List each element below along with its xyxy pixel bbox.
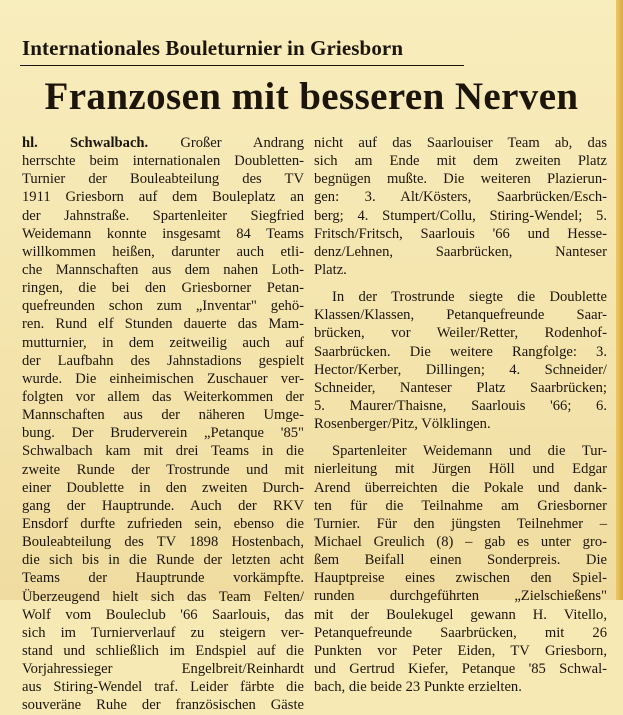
text-line: Turnier. Für den jüngsten Teilnehmer – <box>314 515 607 532</box>
text-line: In der Trostrunde siegte die Doublette <box>332 289 607 306</box>
text-line: brücken, vor Weiler/Retter, Rodenhof- <box>314 325 607 342</box>
text-line: zweite Runde der Trostrunde und mit <box>22 461 304 478</box>
text-line: ten für die Teilnahme am Griesborner <box>314 497 607 514</box>
text-line: Hauptpreise eines zwischen den Spiel- <box>314 570 607 587</box>
text-line: Überzeugend hielt sich das Team Felten/ <box>22 588 304 605</box>
text-line: Vorjahressieger Engelbreit/Reinhardt <box>22 661 304 678</box>
text-line: Ensdorf durfte zufrieden sein, ebenso die <box>22 515 304 532</box>
text-line: willkommen heißen, darunter auch etli- <box>22 243 304 260</box>
text-line: stand und schließlich im Endspiel auf die <box>22 642 304 659</box>
text-line: ßem Beifall einen Sonderpreis. Die <box>314 552 607 569</box>
text-line: Michael Greulich (8) – gab es unter gro- <box>314 533 607 550</box>
text-line: wurde. Die einheimischen Zuschauer ver- <box>22 370 304 387</box>
text-line: Turnier der Bouleabteilung des TV <box>22 171 304 188</box>
text-line: Platz. <box>314 261 347 278</box>
text-line: quefreunden schon zum „Inventar" gehö- <box>22 298 304 315</box>
text-line: begnügen mußte. Die weiteren Plazierun- <box>314 171 607 188</box>
text-column-right <box>314 134 607 696</box>
article-headline: Franzosen mit besseren Nerven <box>44 75 579 118</box>
text-line: 1911 Griesborn auf dem Bouleplatz an <box>22 189 304 206</box>
text-line: Weidemann konnte insgesamt 84 Teams <box>22 225 304 242</box>
text-line: berg; 4. Stumpert/Collu, Stiring-Wendel; 5. <box>314 207 607 224</box>
article-kicker: Internationales Bouleturnier in Griesborn <box>22 36 404 60</box>
text-line: Schneider, Nanteser Platz Saarbrücken; <box>314 379 607 396</box>
text-line: bung. Der Bruderverein „Petanque '85" <box>22 425 304 442</box>
text-line: sich im Turnierverlauf zu steigern ver- <box>22 624 304 641</box>
text-line: denz/Lehnen, Saarbrücken, Nanteser <box>314 243 607 260</box>
text-line: Klassen/Klassen, Petanquefreunde Saar- <box>314 307 607 324</box>
text-line: der Laufbahn des Jahnstadions gespielt <box>22 352 304 369</box>
text-line: nicht auf das Saarlouiser Team ab, das <box>314 135 607 151</box>
text-line: sich am Ende mit dem zweiten Platz <box>314 153 607 170</box>
text-line: souveräne Ruhe der französischen Gäste <box>22 697 304 714</box>
text-line: Wolf vom Bouleclub '66 Saarlouis, das <box>22 606 304 623</box>
text-line: gang der Hauptrunde. Auch der RKV <box>22 497 304 514</box>
text-line: runden durchgeführten „Zielschießens" <box>314 588 607 605</box>
paragraph-trostrunde <box>314 288 607 433</box>
text-line: und Gertrud Kiefer, Petanque '85 Schwal- <box>314 660 607 677</box>
left-column-lines <box>22 152 304 714</box>
text-line: Saarbrücken. Die weitere Rangfolge: 3. <box>314 343 607 360</box>
text-line: che Mannschaften aus dem nahen Loth- <box>22 261 304 278</box>
text-line: aus Stiring-Wendel traf. Leider färbte die <box>22 679 304 696</box>
text-line: ringen, die bei den Griesborner Petan- <box>22 280 304 297</box>
text-line: Bouleabteilung des TV 1898 Hostenbach, <box>22 534 304 551</box>
text-line: Arend überreichten die Pokale und dank- <box>314 479 607 496</box>
first-line-text: Großer Andrang <box>180 135 304 151</box>
kicker-underline <box>20 65 464 66</box>
text-line: Spartenleiter Weidemann und die Tur- <box>332 443 607 460</box>
text-line: Rosenberger/Pitz, Völklingen. <box>314 416 491 433</box>
paragraph-awards <box>314 442 607 696</box>
text-line: einer Doublette in den zweiten Durch- <box>22 479 304 496</box>
first-line <box>22 134 304 152</box>
text-line: 5. Maurer/Thaisne, Saarlouis '66; 6. <box>314 397 607 414</box>
paragraph-placements <box>314 134 607 279</box>
text-line: Schwalbach kam mit drei Teams in die <box>22 443 304 460</box>
byline: hl. <box>22 135 38 151</box>
text-line: folgten vor allem das Weiterkommen der <box>22 388 304 405</box>
text-line: der Jahnstraße. Spartenleiter Siegfried <box>22 207 304 224</box>
text-line: Mannschaften aus der näheren Umge- <box>22 407 304 424</box>
text-line: Petanquefreunde Saarbrücken, mit 26 <box>314 624 607 641</box>
text-line: ren. Rund elf Stunden dauerte das Mam- <box>22 316 304 333</box>
text-line: mit der Boulekugel gewann H. Vitello, <box>314 606 607 623</box>
text-line: Fritsch/Fritsch, Saarlouis '66 und Hesse- <box>314 225 607 242</box>
text-line: die sich bis in die Runde der letzten acht <box>22 552 304 569</box>
text-line: Punkten vor Peter Eiden, TV Griesborn, <box>314 642 607 659</box>
text-line: gen: 3. Alt/Kösters, Saarbrücken/Esch- <box>314 189 607 206</box>
text-line: herrschte beim internationalen Doubletten- <box>22 153 304 170</box>
text-column-left <box>22 134 304 715</box>
text-line: mutturnier, in dem zeitweilig auch auf <box>22 334 304 351</box>
text-line: nierleitung mit Jürgen Höll und Edgar <box>314 461 607 478</box>
text-line: Hector/Kerber, Dillingen; 4. Schneider/ <box>314 361 607 378</box>
text-line: bach, die beide 23 Punkte erzielten. <box>314 679 522 696</box>
dateline: Schwalbach. <box>69 135 149 151</box>
text-line: Teams der Hauptrunde vorkämpfte. <box>22 570 304 587</box>
